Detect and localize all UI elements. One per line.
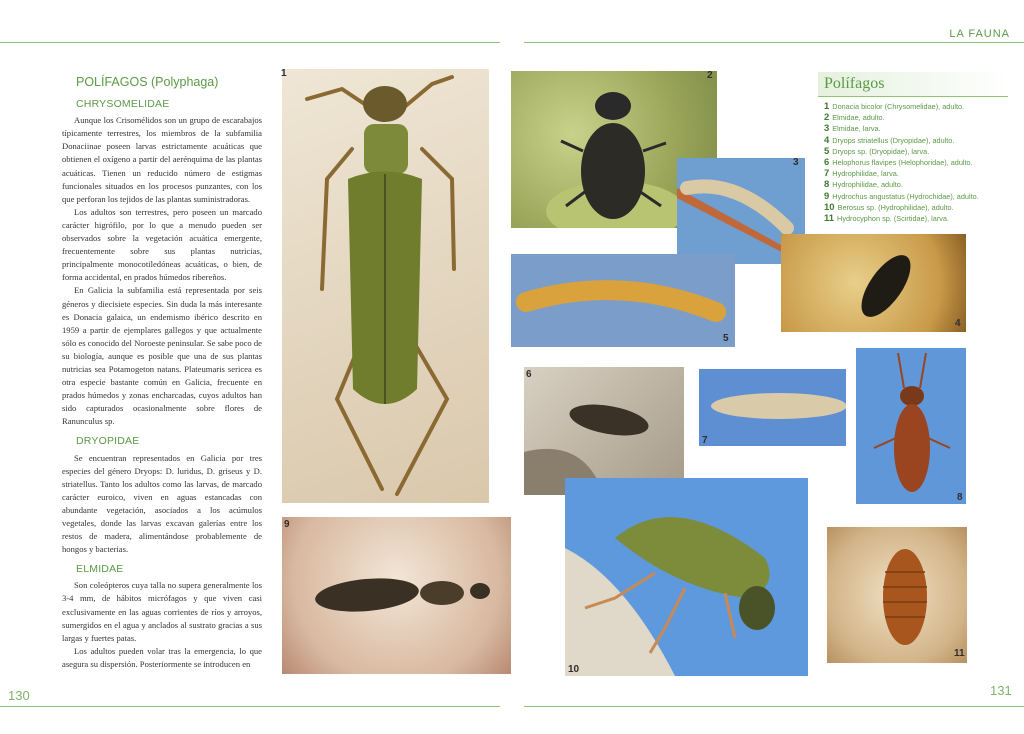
larva-illustration bbox=[511, 254, 735, 347]
beetle-illustration bbox=[856, 348, 966, 504]
legend-item: 4 Dryops striatellus (Dryopidae), adulto. bbox=[824, 134, 955, 146]
paragraph: Los adultos son terrestres, pero poseen un marcado carácter higrófilo, por lo que a menudo pueden ser observados sobre la vegetación acuática emergente, frecuentemente sobre sus plantas nutricias, principalmente monocotiledóneas acuáticas, o bien, de forma accidental, en prados húmedos ribereños. bbox=[62, 206, 262, 283]
photo-6-helophorus bbox=[524, 367, 684, 495]
photo-8-hydrophilidae-adult bbox=[856, 348, 966, 504]
legend-item: 10 Berosus sp. (Hydrophilidae), adulto. bbox=[824, 201, 954, 213]
legend-item: 1 Donacia bicolor (Chrysomelidae), adulto. bbox=[824, 101, 965, 112]
beetle-illustration bbox=[524, 367, 684, 495]
legend-item: 8 Hydrophilidae, adulto. bbox=[824, 179, 903, 191]
heading-chrysomelidae: CHRYSOMELIDAE bbox=[76, 98, 170, 111]
heading-dryopidae: DRYOPIDAE bbox=[76, 435, 140, 448]
footer-rule-right bbox=[524, 706, 1024, 707]
footer-rule-left bbox=[0, 706, 500, 707]
legend-list bbox=[824, 101, 1008, 224]
page-number-right: 131 bbox=[990, 683, 1012, 698]
photo-number: 10 bbox=[568, 664, 580, 675]
photo-11-hydrocyphon bbox=[827, 527, 967, 663]
paragraph: En Galicia la subfamilia está representada por seis géneros y diecisiete especies. Sin duda la más interesante es Donacia galaica, un endemismo ibérico descrito en 1959 a partir de ejemplares gallegos y que actualmente sólo es conocido del Noroeste peninsular. Se sabe poco de su biología, aunque es posible que una de sus plantas nutricias sea Potamogeton natans. Plateumaris sericea es otra especie bastante común en Galicia, frecuente en prados húmedos y zonas encharcadas, cuyos adultos han sido capturados ocasionalmente sobre flores de Ranunculus sp. bbox=[62, 285, 262, 427]
legend-item: 11 Hydrocyphon sp. (Scirtidae), larva. bbox=[824, 213, 949, 225]
photo-5-dryops-larva bbox=[511, 254, 735, 347]
beetle-illustration bbox=[781, 234, 966, 332]
text-column bbox=[62, 76, 262, 671]
beetle-illustration bbox=[282, 69, 489, 503]
paragraph: Se encuentran representados en Galicia por tres especies del género Dryops: D. luridus, D. griseus y D. striatellus. Tanto los adultos como las larvas, de marcado carácter euroico, viven en aguas estancadas con abundante vegetación, asociados a los acúmulos vegetales, donde las larvas excavan galerías entre los restos de madera, alimentándose probablemente de hongos y bacterias. bbox=[62, 452, 262, 555]
legend-item: 2 Elmidae, adulto. bbox=[824, 112, 885, 124]
caption-legend bbox=[818, 72, 1008, 224]
beetle-illustration bbox=[565, 478, 808, 676]
legend-item: 9 Hydrochus angustatus (Hydrochidae), adulto. bbox=[824, 190, 979, 202]
photo-9-hydrochus bbox=[282, 517, 511, 674]
heading-elmidae: ELMIDAE bbox=[76, 563, 124, 576]
page-number-left: 130 bbox=[8, 688, 30, 703]
legend-title: Polífagos bbox=[818, 72, 1008, 97]
photo-4-dryops-adult bbox=[781, 234, 966, 332]
photo-number: 5 bbox=[723, 333, 729, 344]
article-title: POLÍFAGOS (Polyphaga) bbox=[76, 75, 219, 89]
larva-illustration bbox=[699, 369, 846, 446]
photo-number: 2 bbox=[707, 70, 713, 81]
photo-number: 4 bbox=[955, 318, 961, 329]
photo-number: 7 bbox=[702, 435, 708, 446]
legend-item: 7 Hydrophilidae, larva. bbox=[824, 168, 899, 180]
legend-item: 3 Elmidae, larva. bbox=[824, 123, 881, 135]
legend-item: 6 Helophorus flavipes (Helophoridae), adulto. bbox=[824, 157, 973, 169]
legend-item: 5 Dryops sp. (Dryopidae), larva. bbox=[824, 145, 930, 157]
beetle-illustration bbox=[282, 517, 511, 674]
photo-number: 6 bbox=[526, 369, 532, 380]
header-rule-left bbox=[0, 42, 500, 43]
paragraph: Son coleópteros cuya talla no supera generalmente los 3-4 mm, de hábitos micrófagos y que viven casi exclusivamente en las aguas corrientes de ríos y arroyos, sumergidos en el agua y anclados al sustrato gracias a sus largas y fuertes patas. bbox=[62, 580, 262, 643]
paragraph: Los adultos pueden volar tras la emergencia, lo que asegura su dispersión. Posteriormente se introducen en bbox=[62, 645, 262, 669]
larva-illustration bbox=[827, 527, 967, 663]
photo-10-berosus bbox=[565, 478, 808, 676]
photo-7-hydrophilidae-larva bbox=[699, 369, 846, 446]
photo-number: 11 bbox=[954, 648, 965, 659]
paragraph: Aunque los Crisomélidos son un grupo de escarabajos típicamente terrestres, los miembros de la subfamilia Donaciinae poseen larvas estrictamente acuáticas que obtienen el oxígeno a partir del aerénquima de las plantas acuáticas. Tienen un reducido número de estigmas funcionales situados en los procesos punzantes, con los que perforan los tejidos de las plantas suministradoras. bbox=[62, 115, 262, 204]
photo-number: 9 bbox=[284, 519, 290, 530]
header-rule-right bbox=[524, 42, 1024, 43]
photo-number: 8 bbox=[957, 492, 963, 503]
photo-1-donacia bbox=[282, 69, 489, 503]
section-label: LA FAUNA bbox=[949, 28, 1010, 40]
photo-number: 1 bbox=[281, 68, 287, 79]
photo-number: 3 bbox=[793, 157, 799, 168]
